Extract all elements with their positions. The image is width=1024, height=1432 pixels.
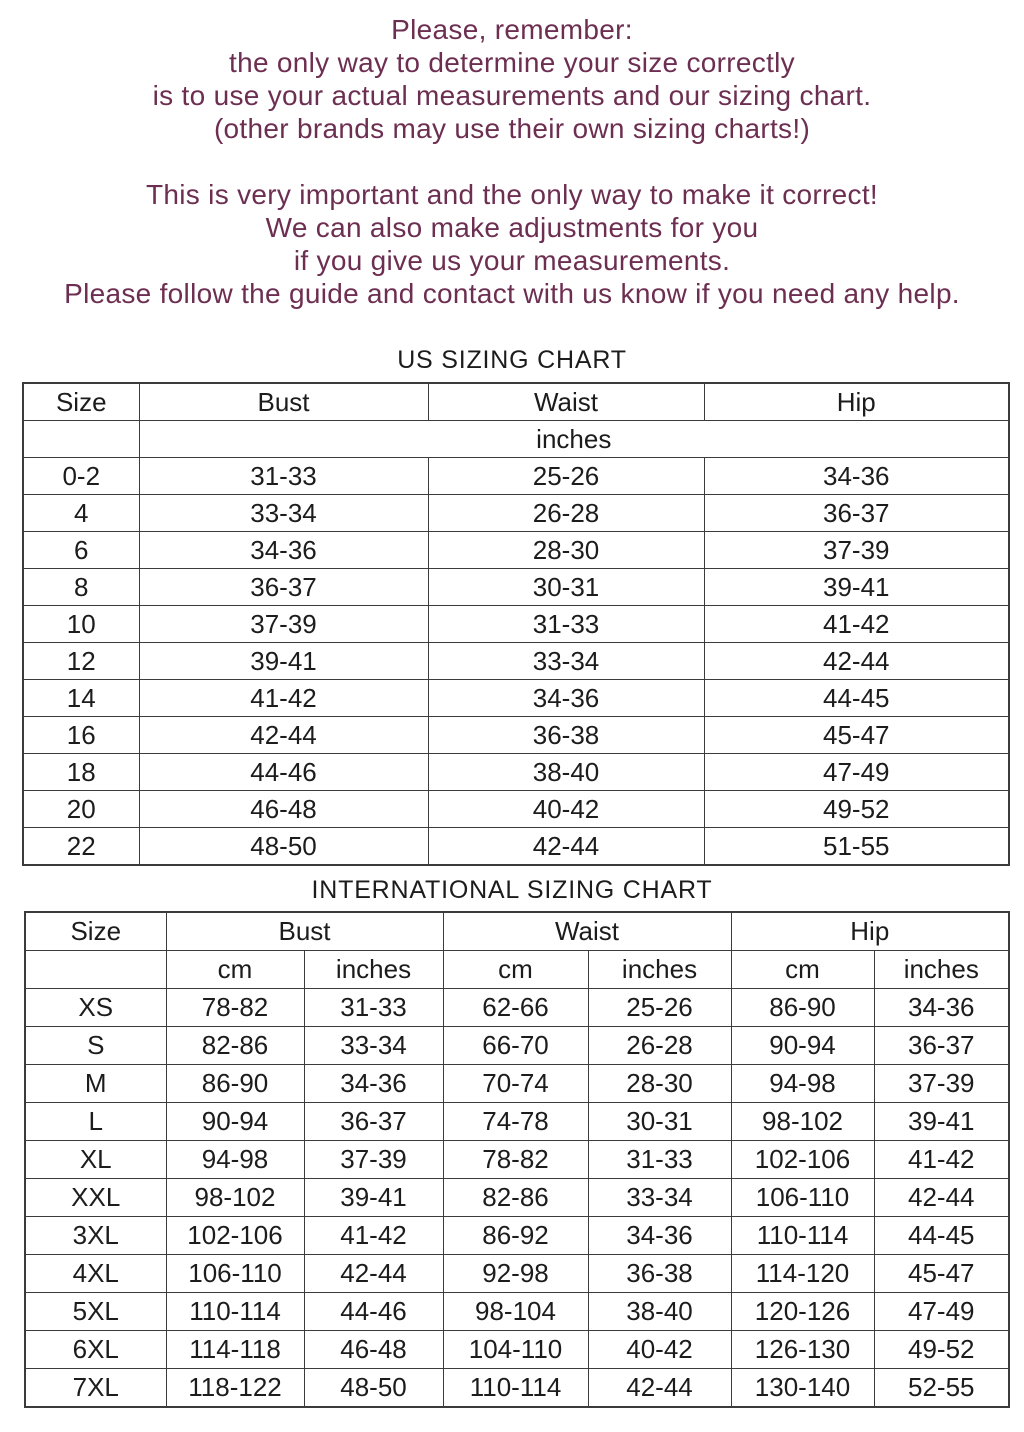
measurement-cell: 44-45 bbox=[874, 1217, 1009, 1255]
table-row bbox=[23, 717, 1009, 754]
measurement-cell: 42-44 bbox=[704, 643, 1009, 680]
column-header-waist: Waist bbox=[428, 383, 704, 421]
intro-line: We can also make adjustments for you bbox=[265, 212, 759, 243]
size-cell: 6XL bbox=[25, 1331, 166, 1369]
column-header-hip: Hip bbox=[704, 383, 1009, 421]
size-cell: XL bbox=[25, 1141, 166, 1179]
measurement-cell: 42-44 bbox=[588, 1369, 731, 1408]
size-cell: 4XL bbox=[25, 1255, 166, 1293]
intl-sizing-table bbox=[24, 911, 1010, 1408]
measurement-cell: 118-122 bbox=[166, 1369, 304, 1408]
us-chart-title: US SIZING CHART bbox=[397, 346, 627, 374]
measurement-cell: 45-47 bbox=[874, 1255, 1009, 1293]
size-cell: XS bbox=[25, 989, 166, 1027]
measurement-cell: 49-52 bbox=[704, 791, 1009, 828]
measurement-cell: 92-98 bbox=[443, 1255, 588, 1293]
empty-cell bbox=[25, 951, 166, 989]
measurement-cell: 34-36 bbox=[428, 680, 704, 717]
intro-line: (other brands may use their own sizing charts!) bbox=[213, 113, 811, 144]
table-row bbox=[23, 569, 1009, 606]
size-cell: 10 bbox=[23, 606, 139, 643]
measurement-cell: 94-98 bbox=[731, 1065, 874, 1103]
column-header-size: Size bbox=[25, 912, 166, 951]
measurement-cell: 102-106 bbox=[731, 1141, 874, 1179]
measurement-cell: 40-42 bbox=[428, 791, 704, 828]
us-header-row bbox=[23, 383, 1009, 421]
measurement-cell: 36-38 bbox=[588, 1255, 731, 1293]
size-cell: 22 bbox=[23, 828, 139, 866]
measurement-cell: 102-106 bbox=[166, 1217, 304, 1255]
intl-table-body bbox=[25, 989, 1009, 1408]
measurement-cell: 31-33 bbox=[304, 989, 443, 1027]
measurement-cell: 49-52 bbox=[874, 1331, 1009, 1369]
intro-block-1 bbox=[0, 13, 1024, 145]
size-cell: 0-2 bbox=[23, 458, 139, 495]
measurement-cell: 51-55 bbox=[704, 828, 1009, 866]
table-row bbox=[23, 495, 1009, 532]
table-row bbox=[25, 1141, 1009, 1179]
size-cell: 20 bbox=[23, 791, 139, 828]
intro-line: This is very important and the only way to make it correct! bbox=[146, 179, 878, 210]
measurement-cell: 94-98 bbox=[166, 1141, 304, 1179]
size-cell: 4 bbox=[23, 495, 139, 532]
size-cell: L bbox=[25, 1103, 166, 1141]
measurement-cell: 126-130 bbox=[731, 1331, 874, 1369]
intro-block-2 bbox=[0, 178, 1024, 310]
column-header-waist: Waist bbox=[443, 912, 731, 951]
unit-cell-inches: inches bbox=[588, 951, 731, 989]
table-row bbox=[25, 1217, 1009, 1255]
unit-cell-inches: inches bbox=[139, 421, 1009, 458]
size-cell: 6 bbox=[23, 532, 139, 569]
column-header-bust: Bust bbox=[139, 383, 428, 421]
measurement-cell: 42-44 bbox=[874, 1179, 1009, 1217]
measurement-cell: 114-120 bbox=[731, 1255, 874, 1293]
table-row bbox=[23, 532, 1009, 569]
measurement-cell: 34-36 bbox=[304, 1065, 443, 1103]
measurement-cell: 44-46 bbox=[304, 1293, 443, 1331]
measurement-cell: 25-26 bbox=[588, 989, 731, 1027]
measurement-cell: 42-44 bbox=[139, 717, 428, 754]
us-sizing-table bbox=[22, 382, 1010, 866]
measurement-cell: 39-41 bbox=[139, 643, 428, 680]
measurement-cell: 104-110 bbox=[443, 1331, 588, 1369]
measurement-cell: 52-55 bbox=[874, 1369, 1009, 1408]
measurement-cell: 45-47 bbox=[704, 717, 1009, 754]
intro-line: if you give us your measurements. bbox=[293, 245, 731, 276]
size-cell: 7XL bbox=[25, 1369, 166, 1408]
measurement-cell: 48-50 bbox=[139, 828, 428, 866]
size-cell: 18 bbox=[23, 754, 139, 791]
intl-chart-title: INTERNATIONAL SIZING CHART bbox=[311, 876, 713, 904]
intro-line: Please, remember: bbox=[391, 14, 633, 45]
table-row bbox=[23, 643, 1009, 680]
measurement-cell: 48-50 bbox=[304, 1369, 443, 1408]
intro-line: is to use your actual measurements and our sizing chart. bbox=[152, 80, 872, 111]
size-cell: 14 bbox=[23, 680, 139, 717]
table-row bbox=[25, 1331, 1009, 1369]
measurement-cell: 37-39 bbox=[704, 532, 1009, 569]
measurement-cell: 37-39 bbox=[139, 606, 428, 643]
measurement-cell: 46-48 bbox=[304, 1331, 443, 1369]
measurement-cell: 36-37 bbox=[874, 1027, 1009, 1065]
empty-cell bbox=[23, 421, 139, 458]
measurement-cell: 39-41 bbox=[304, 1179, 443, 1217]
table-row bbox=[25, 1103, 1009, 1141]
table-row bbox=[25, 1027, 1009, 1065]
measurement-cell: 28-30 bbox=[428, 532, 704, 569]
table-row bbox=[25, 1179, 1009, 1217]
unit-cell-cm: cm bbox=[731, 951, 874, 989]
measurement-cell: 62-66 bbox=[443, 989, 588, 1027]
measurement-cell: 47-49 bbox=[874, 1293, 1009, 1331]
table-row bbox=[25, 1255, 1009, 1293]
unit-cell-cm: cm bbox=[166, 951, 304, 989]
measurement-cell: 78-82 bbox=[166, 989, 304, 1027]
measurement-cell: 47-49 bbox=[704, 754, 1009, 791]
column-header-hip: Hip bbox=[731, 912, 1009, 951]
measurement-cell: 86-90 bbox=[731, 989, 874, 1027]
measurement-cell: 41-42 bbox=[874, 1141, 1009, 1179]
size-cell: XXL bbox=[25, 1179, 166, 1217]
measurement-cell: 114-118 bbox=[166, 1331, 304, 1369]
measurement-cell: 41-42 bbox=[304, 1217, 443, 1255]
size-cell: M bbox=[25, 1065, 166, 1103]
measurement-cell: 46-48 bbox=[139, 791, 428, 828]
measurement-cell: 33-34 bbox=[139, 495, 428, 532]
measurement-cell: 106-110 bbox=[731, 1179, 874, 1217]
unit-cell-cm: cm bbox=[443, 951, 588, 989]
measurement-cell: 30-31 bbox=[428, 569, 704, 606]
measurement-cell: 37-39 bbox=[304, 1141, 443, 1179]
table-row bbox=[25, 1293, 1009, 1331]
measurement-cell: 82-86 bbox=[443, 1179, 588, 1217]
measurement-cell: 26-28 bbox=[428, 495, 704, 532]
table-row bbox=[25, 1065, 1009, 1103]
column-header-size: Size bbox=[23, 383, 139, 421]
measurement-cell: 40-42 bbox=[588, 1331, 731, 1369]
measurement-cell: 34-36 bbox=[139, 532, 428, 569]
table-row bbox=[23, 458, 1009, 495]
measurement-cell: 36-38 bbox=[428, 717, 704, 754]
measurement-cell: 33-34 bbox=[428, 643, 704, 680]
table-row bbox=[25, 1369, 1009, 1408]
measurement-cell: 98-102 bbox=[166, 1179, 304, 1217]
measurement-cell: 86-90 bbox=[166, 1065, 304, 1103]
measurement-cell: 41-42 bbox=[704, 606, 1009, 643]
measurement-cell: 25-26 bbox=[428, 458, 704, 495]
measurement-cell: 90-94 bbox=[166, 1103, 304, 1141]
table-row bbox=[23, 606, 1009, 643]
measurement-cell: 26-28 bbox=[588, 1027, 731, 1065]
measurement-cell: 31-33 bbox=[428, 606, 704, 643]
us-table-body bbox=[23, 458, 1009, 866]
measurement-cell: 39-41 bbox=[704, 569, 1009, 606]
measurement-cell: 130-140 bbox=[731, 1369, 874, 1408]
intro-section bbox=[0, 0, 1024, 310]
measurement-cell: 36-37 bbox=[704, 495, 1009, 532]
measurement-cell: 74-78 bbox=[443, 1103, 588, 1141]
size-cell: 12 bbox=[23, 643, 139, 680]
measurement-cell: 31-33 bbox=[139, 458, 428, 495]
size-cell: S bbox=[25, 1027, 166, 1065]
measurement-cell: 28-30 bbox=[588, 1065, 731, 1103]
measurement-cell: 110-114 bbox=[731, 1217, 874, 1255]
size-cell: 8 bbox=[23, 569, 139, 606]
measurement-cell: 44-46 bbox=[139, 754, 428, 791]
size-cell: 3XL bbox=[25, 1217, 166, 1255]
measurement-cell: 33-34 bbox=[588, 1179, 731, 1217]
measurement-cell: 39-41 bbox=[874, 1103, 1009, 1141]
measurement-cell: 34-36 bbox=[588, 1217, 731, 1255]
measurement-cell: 34-36 bbox=[874, 989, 1009, 1027]
unit-cell-inches: inches bbox=[304, 951, 443, 989]
measurement-cell: 98-102 bbox=[731, 1103, 874, 1141]
size-cell: 16 bbox=[23, 717, 139, 754]
intro-line: Please follow the guide and contact with us know if you need any help. bbox=[64, 278, 960, 309]
table-row bbox=[23, 828, 1009, 866]
measurement-cell: 110-114 bbox=[166, 1293, 304, 1331]
intl-header-row bbox=[25, 912, 1009, 951]
intl-unit-row bbox=[25, 951, 1009, 989]
measurement-cell: 120-126 bbox=[731, 1293, 874, 1331]
measurement-cell: 37-39 bbox=[874, 1065, 1009, 1103]
intro-line: the only way to determine your size correctly bbox=[229, 47, 795, 78]
measurement-cell: 36-37 bbox=[304, 1103, 443, 1141]
us-unit-row bbox=[23, 421, 1009, 458]
measurement-cell: 90-94 bbox=[731, 1027, 874, 1065]
measurement-cell: 42-44 bbox=[428, 828, 704, 866]
measurement-cell: 66-70 bbox=[443, 1027, 588, 1065]
measurement-cell: 34-36 bbox=[704, 458, 1009, 495]
table-row bbox=[23, 680, 1009, 717]
measurement-cell: 106-110 bbox=[166, 1255, 304, 1293]
measurement-cell: 42-44 bbox=[304, 1255, 443, 1293]
measurement-cell: 82-86 bbox=[166, 1027, 304, 1065]
measurement-cell: 70-74 bbox=[443, 1065, 588, 1103]
measurement-cell: 30-31 bbox=[588, 1103, 731, 1141]
unit-cell-inches: inches bbox=[874, 951, 1009, 989]
table-row bbox=[23, 754, 1009, 791]
measurement-cell: 36-37 bbox=[139, 569, 428, 606]
size-cell: 5XL bbox=[25, 1293, 166, 1331]
measurement-cell: 78-82 bbox=[443, 1141, 588, 1179]
measurement-cell: 38-40 bbox=[588, 1293, 731, 1331]
measurement-cell: 44-45 bbox=[704, 680, 1009, 717]
table-row bbox=[23, 791, 1009, 828]
measurement-cell: 86-92 bbox=[443, 1217, 588, 1255]
measurement-cell: 110-114 bbox=[443, 1369, 588, 1408]
measurement-cell: 98-104 bbox=[443, 1293, 588, 1331]
column-header-bust: Bust bbox=[166, 912, 443, 951]
measurement-cell: 31-33 bbox=[588, 1141, 731, 1179]
table-row bbox=[25, 989, 1009, 1027]
measurement-cell: 33-34 bbox=[304, 1027, 443, 1065]
measurement-cell: 41-42 bbox=[139, 680, 428, 717]
measurement-cell: 38-40 bbox=[428, 754, 704, 791]
